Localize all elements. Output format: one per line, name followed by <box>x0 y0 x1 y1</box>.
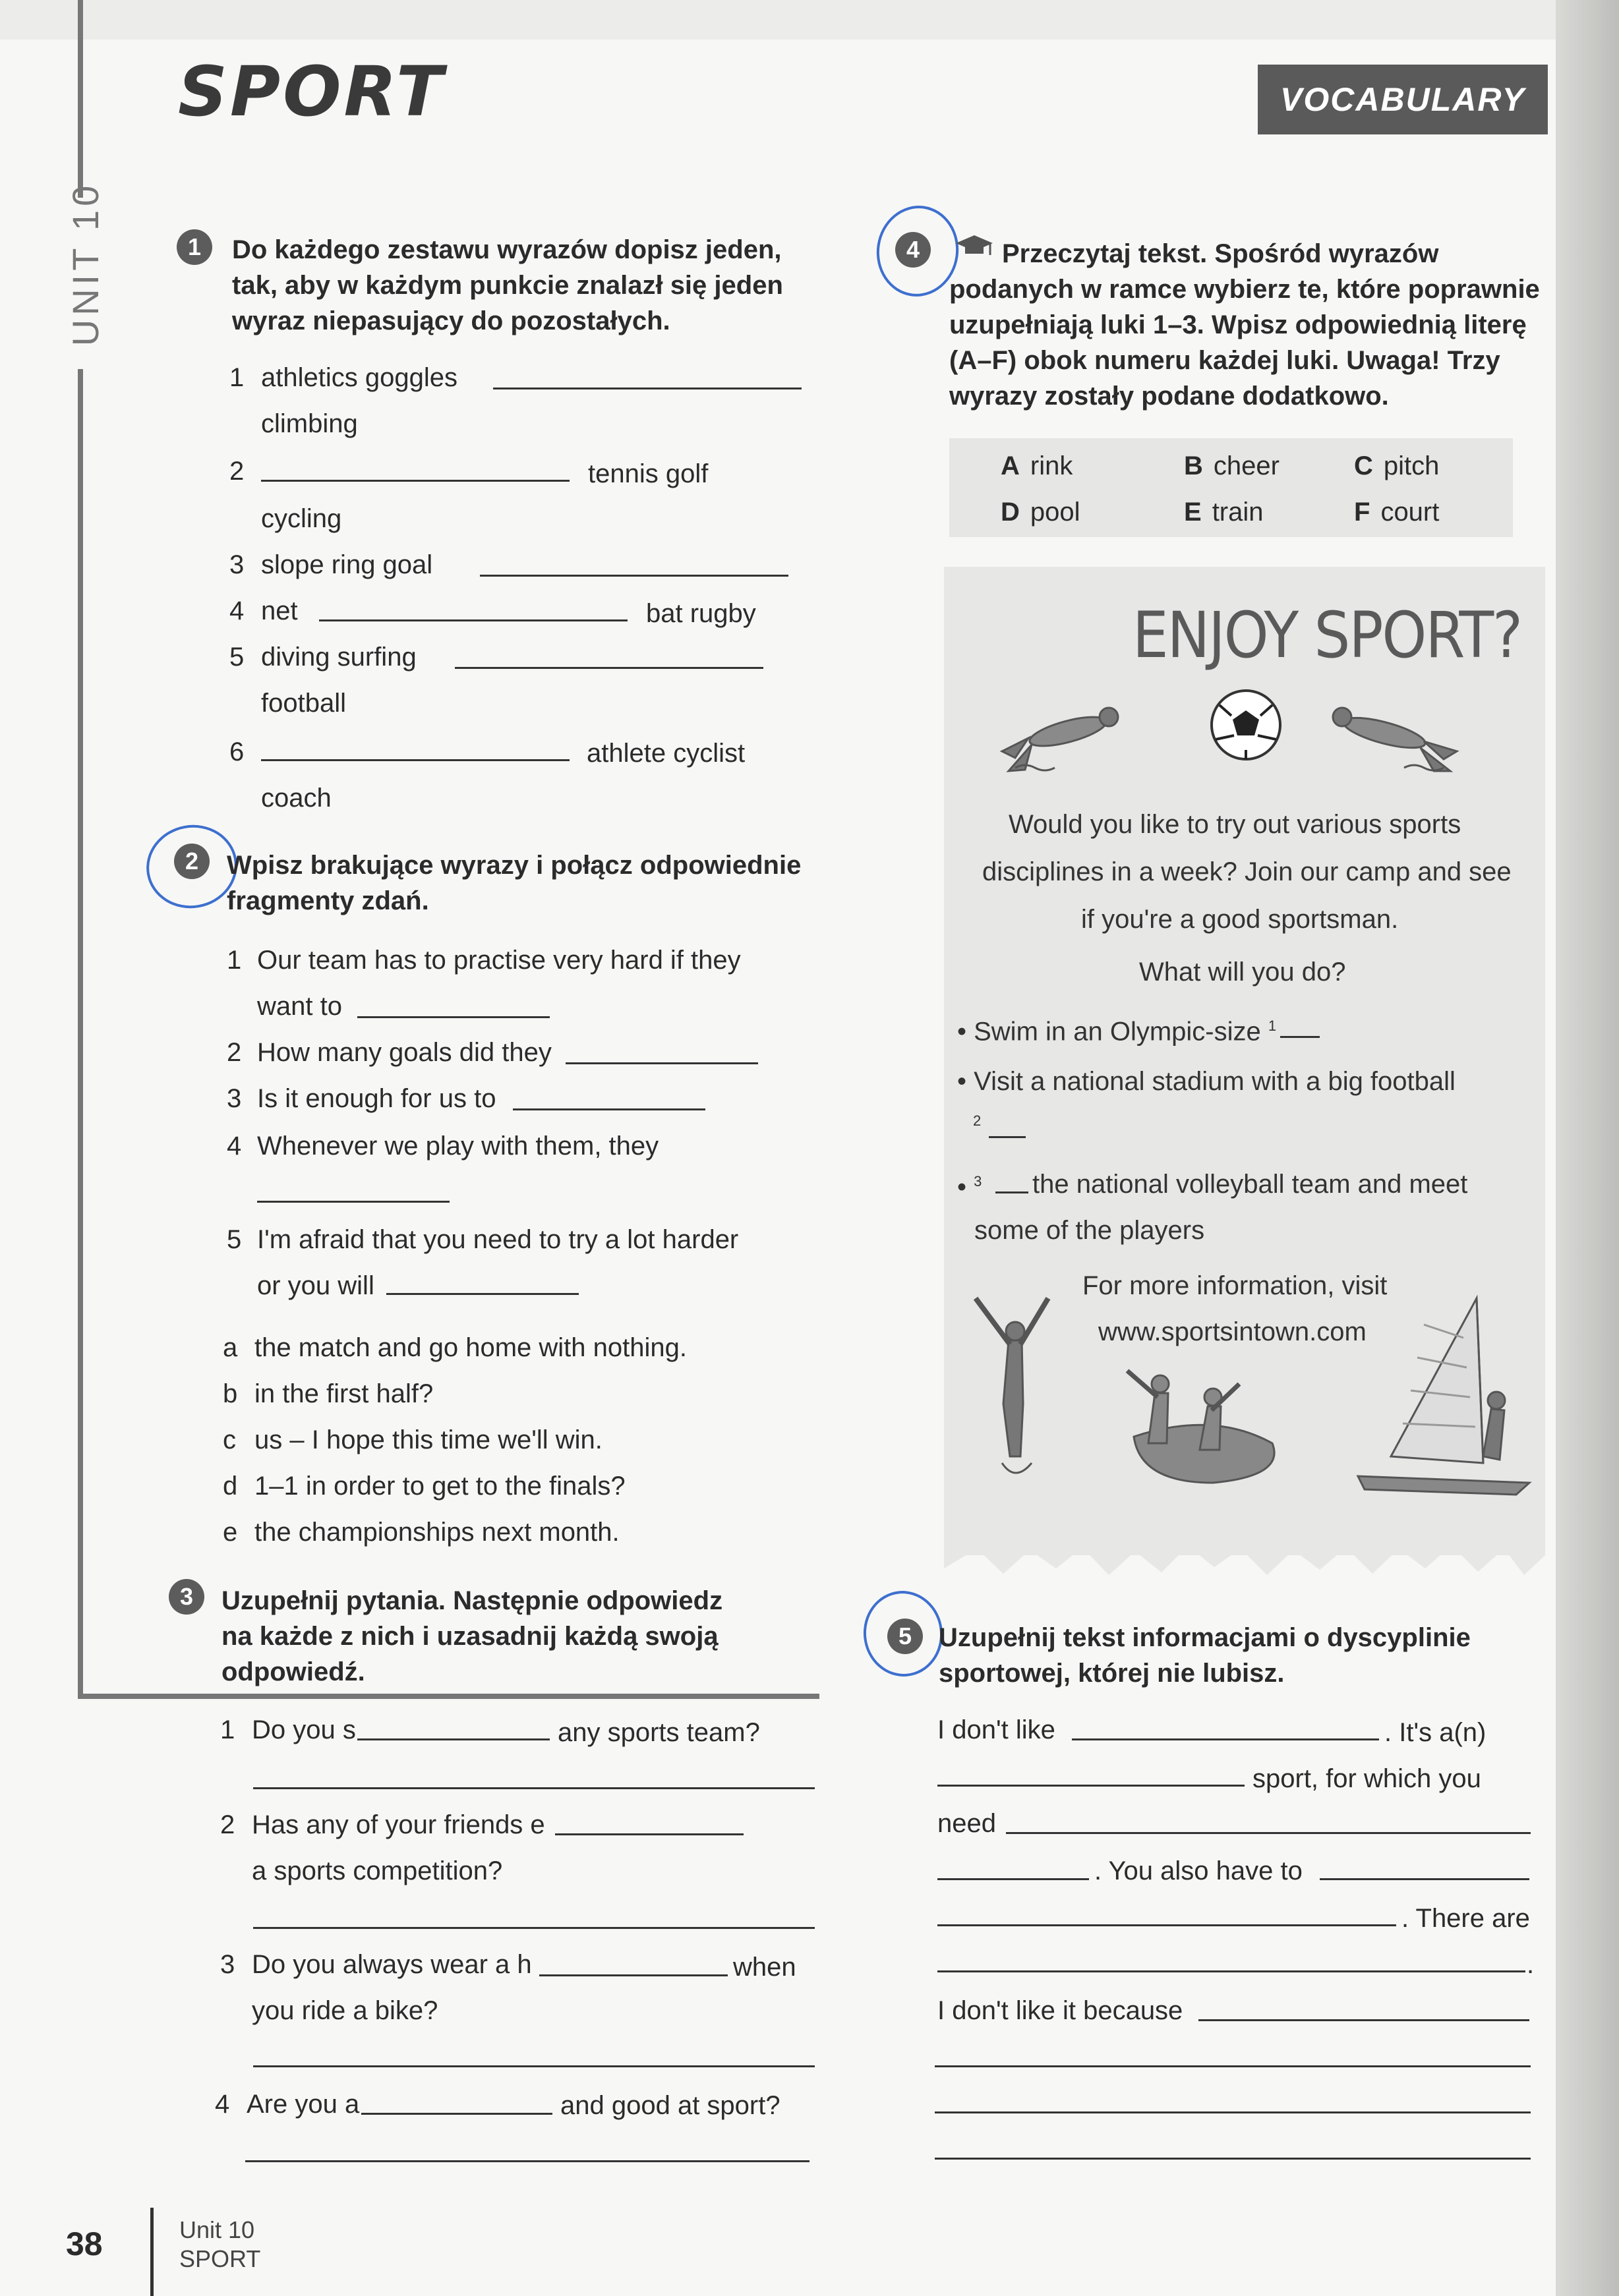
poster-question: What will you do? <box>1139 958 1346 987</box>
ex2-sentence-start: How many goals did they <box>257 1038 552 1067</box>
ex3-question-start: Are you a <box>247 2090 360 2119</box>
gap-2-blank[interactable] <box>989 1136 1026 1138</box>
unit-side-label: UNIT 10 <box>65 181 107 346</box>
option-a: A rink <box>1001 451 1073 480</box>
ex1-item-number: 3 <box>229 550 245 579</box>
ex2-ending-text: the championships next month. <box>254 1518 620 1547</box>
ex2-ending-letter: e <box>223 1518 238 1547</box>
ex5-blank[interactable] <box>937 1924 1396 1926</box>
ex3-answer-line[interactable] <box>253 1927 815 1929</box>
ex5-text: I don't like it because <box>937 1996 1183 2025</box>
ex1-answer-blank[interactable] <box>319 619 628 621</box>
poster-intro-line: if you're a good sportsman. <box>1081 905 1399 934</box>
gap-3-blank[interactable] <box>995 1191 1028 1193</box>
ex3-item-number: 1 <box>220 1715 235 1744</box>
ex1-answer-blank[interactable] <box>455 667 763 669</box>
ex1-answer-blank[interactable] <box>493 387 802 389</box>
exercise-4-instruction: Przeczytaj tekst. Spośród wyrazów podanych w ramce wybierz te, które poprawnie uzupełniają luki 1–3. Wpisz odpowiednią literę (A–F) obok numeru każdej luki. Uwaga! Trzy wyrazy zostały podane dodatkowo. <box>949 239 1540 411</box>
ex2-item-number: 3 <box>227 1084 242 1113</box>
ex1-item-words: diving surfing <box>261 643 417 672</box>
ex5-blank[interactable] <box>937 1878 1089 1880</box>
ex2-ending-text: 1–1 in order to get to the finals? <box>254 1472 626 1501</box>
top-edge-strip <box>0 0 1556 40</box>
ex5-text: . It's a(n) <box>1384 1718 1487 1747</box>
ex3-question-end: when <box>733 1953 796 1982</box>
poster-bullet-3: • $^3$ <box>957 1172 982 1202</box>
ex3-answer-line[interactable] <box>245 2160 810 2162</box>
ex2-item-number: 5 <box>227 1225 242 1254</box>
ex2-item-number: 4 <box>227 1132 242 1161</box>
ex1-item-words-cont: cycling <box>261 504 342 533</box>
poster-intro-line: disciplines in a week? Join our camp and see <box>982 857 1512 886</box>
ex1-item-number: 4 <box>229 596 245 625</box>
ex2-sentence-start: I'm afraid that you need to try a lot harder <box>257 1225 739 1254</box>
ex2-ending-text: in the first half? <box>254 1379 434 1408</box>
poster-bullet-3-text: the national volleyball team and meet <box>1032 1170 1468 1199</box>
ex5-blank[interactable] <box>935 2111 1531 2113</box>
ex1-item-words: bat rugby <box>646 599 756 628</box>
ex1-item-number: 2 <box>229 457 245 486</box>
exercise-5-number: 5 <box>887 1619 923 1654</box>
ex3-answer-line[interactable] <box>253 1787 815 1789</box>
exercise-3-number: 3 <box>169 1579 204 1615</box>
poster-illustration-swimmers-ball <box>995 685 1523 784</box>
gap-1-blank[interactable] <box>1280 1036 1320 1038</box>
option-c: C pitch <box>1354 451 1440 480</box>
ex2-answer-blank[interactable] <box>513 1108 705 1110</box>
ex1-answer-blank[interactable] <box>261 480 570 482</box>
poster-info: For more information, visit <box>1082 1271 1388 1300</box>
page-title: SPORT <box>178 51 446 132</box>
unit-side-line-bottom <box>78 369 83 1699</box>
unit-bracket <box>78 1694 819 1699</box>
ex3-word-blank[interactable] <box>357 1738 550 1740</box>
exercise-2-instruction: Wpisz brakujące wyrazy i połącz odpowiednie fragmenty zdań. <box>227 851 802 915</box>
ex2-sentence-start: Is it enough for us to <box>257 1084 496 1113</box>
ex5-blank[interactable] <box>937 1785 1245 1787</box>
ex2-ending-letter: c <box>223 1425 236 1454</box>
poster-title: ENJOY SPORT? <box>1133 598 1521 672</box>
ex2-sentence-start: Our team has to practise very hard if they <box>257 946 741 975</box>
ex5-text: . <box>1527 1950 1535 1979</box>
ex3-item-number: 2 <box>220 1810 235 1839</box>
section-badge: VOCABULARY <box>1258 65 1548 134</box>
ex2-ending-text: us – I hope this time we'll win. <box>254 1425 603 1454</box>
ex5-text: need <box>937 1809 996 1838</box>
ex3-question-end: you ride a bike? <box>252 1996 438 2025</box>
ex5-blank[interactable] <box>1072 1738 1379 1740</box>
ex2-ending-letter: d <box>223 1472 238 1501</box>
ex1-item-number: 1 <box>229 363 245 392</box>
ex5-blank[interactable] <box>1198 2019 1529 2021</box>
ex3-word-blank[interactable] <box>361 2113 552 2115</box>
option-f: F court <box>1354 498 1440 527</box>
exercise-4-number: 4 <box>895 232 931 268</box>
ex2-sentence-start: Whenever we play with them, they <box>257 1132 659 1161</box>
ex5-text: . You also have to <box>1094 1856 1303 1885</box>
poster-bullet-2: • Visit a national stadium with a big football <box>957 1067 1456 1096</box>
gap-2-number: 2 <box>973 1112 982 1129</box>
ex2-ending-letter: b <box>223 1379 238 1408</box>
option-e: E train <box>1184 498 1264 527</box>
torn-paper-edge <box>944 1535 1545 1582</box>
ex3-item-number: 3 <box>220 1950 235 1979</box>
poster-bullet-3-text: some of the players <box>974 1216 1205 1245</box>
page-gutter-shadow <box>1556 0 1619 2296</box>
ex5-blank[interactable] <box>937 1970 1525 1972</box>
poster-intro-line: Would you like to try out various sports <box>1009 810 1461 839</box>
ex3-question-end: and good at sport? <box>560 2091 780 2120</box>
ex5-blank[interactable] <box>935 2158 1531 2160</box>
ex5-blank[interactable] <box>1320 1878 1529 1880</box>
ex3-question-end: a sports competition? <box>252 1856 503 1885</box>
ex3-question-start: Do you s <box>252 1715 356 1744</box>
footer-divider <box>150 2208 154 2296</box>
ex1-item-words: tennis golf <box>588 459 709 488</box>
ex5-blank[interactable] <box>1006 1832 1531 1834</box>
exercise-1-instruction: Do każdego zestawu wyrazów dopisz jeden, tak, aby w każdym punkcie znalazł się jeden wyraz niepasujący do pozostałych. <box>232 235 783 335</box>
poster-website: www.sportsintown.com <box>1098 1317 1367 1346</box>
page-number: 38 <box>66 2225 103 2262</box>
ex2-sentence-start: or you will <box>257 1271 374 1300</box>
ex2-ending-letter: a <box>223 1333 238 1362</box>
ex1-answer-blank[interactable] <box>480 575 788 577</box>
ex3-question-start: Has any of your friends e <box>252 1810 545 1839</box>
ex1-item-words: athlete cyclist <box>587 739 746 768</box>
ex2-answer-blank[interactable] <box>257 1201 450 1203</box>
exercise-2-number: 2 <box>174 844 210 879</box>
ex3-word-blank[interactable] <box>555 1833 744 1835</box>
ex3-question-start: Do you always wear a h <box>252 1950 532 1979</box>
ex1-item-number: 6 <box>229 737 245 766</box>
ex1-item-words-cont: coach <box>261 784 332 813</box>
ex3-item-number: 4 <box>215 2090 230 2119</box>
exercise-1-number: 1 <box>177 229 212 265</box>
ex1-item-words-cont: football <box>261 689 346 718</box>
ex1-item-number: 5 <box>229 643 245 672</box>
ex5-blank[interactable] <box>935 2065 1531 2067</box>
option-d: D pool <box>1001 498 1080 527</box>
ex2-sentence-start: want to <box>257 992 342 1021</box>
exercise-5-instruction: Uzupełnij tekst informacjami o dyscyplinie sportowej, której nie lubisz. <box>939 1623 1471 1688</box>
ex2-answer-blank[interactable] <box>386 1293 579 1295</box>
ex5-text: I don't like <box>937 1715 1055 1744</box>
ex2-answer-blank[interactable] <box>357 1016 550 1018</box>
ex1-item-words: slope ring goal <box>261 550 433 579</box>
ex5-text: . There are <box>1401 1904 1530 1933</box>
ex2-ending-text: the match and go home with nothing. <box>254 1333 687 1362</box>
footer-unit-info: Unit 10 SPORT <box>179 2216 261 2272</box>
exercise-3-instruction: Uzupełnij pytania. Następnie odpowiedz na każde z nich i uzasadnij każdą swoją odpowiedź. <box>221 1586 723 1686</box>
ex3-answer-line[interactable] <box>253 2065 815 2067</box>
ex3-question-end: any sports team? <box>558 1718 760 1747</box>
ex2-item-number: 2 <box>227 1038 242 1067</box>
ex3-word-blank[interactable] <box>539 1974 728 1976</box>
ex2-answer-blank[interactable] <box>566 1062 758 1064</box>
ex5-text: sport, for which you <box>1252 1764 1481 1793</box>
ex1-answer-blank[interactable] <box>261 759 570 761</box>
ex2-item-number: 1 <box>227 946 242 975</box>
ex1-item-words: net <box>261 596 298 625</box>
poster-illustration-athletes <box>962 1285 1536 1522</box>
unit-side-line-top <box>78 0 83 198</box>
poster-bullet-1: • Swim in an Olympic-size $^1$ <box>957 1017 1277 1047</box>
option-b: B cheer <box>1184 451 1280 480</box>
ex1-item-words: athletics goggles <box>261 363 457 392</box>
ex1-item-words-cont: climbing <box>261 409 358 438</box>
